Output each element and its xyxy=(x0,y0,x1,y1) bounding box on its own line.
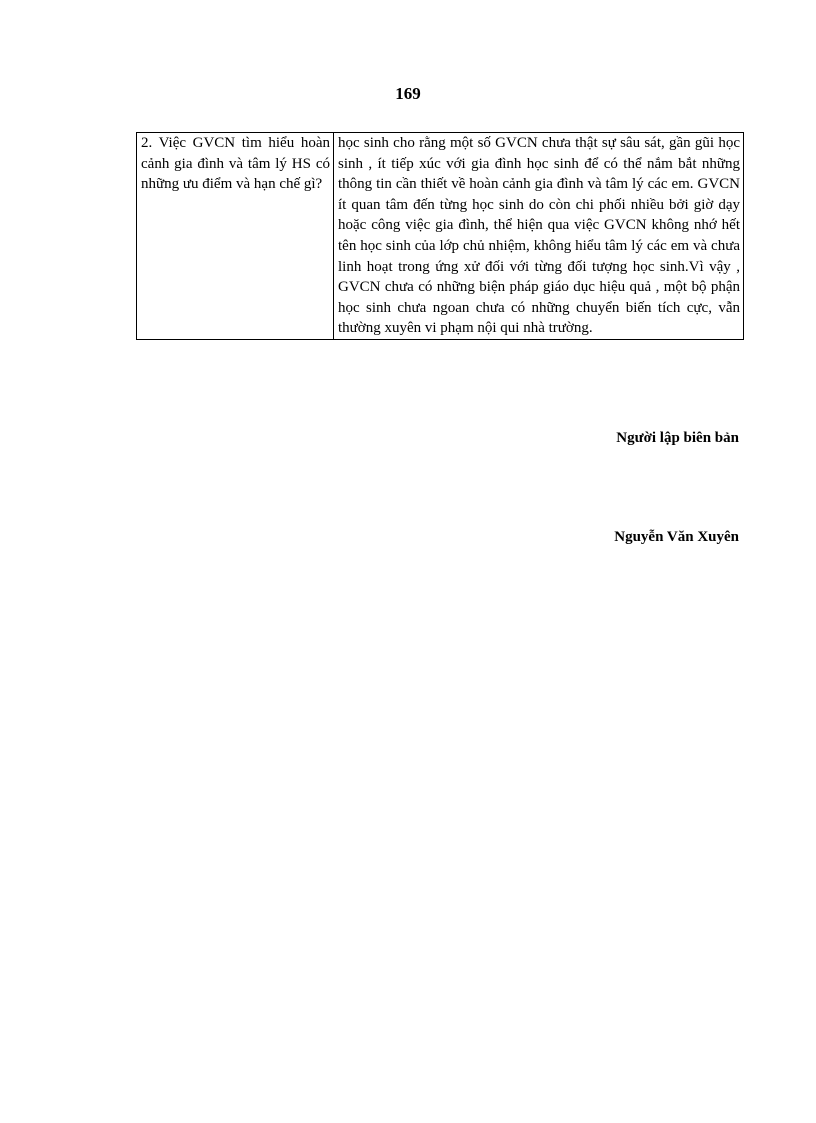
table-row xyxy=(137,133,744,340)
answer-cell: học sinh cho rằng một số GVCN chưa thật sự sâu sát, gần gũi học sinh , ít tiếp xúc với gia đình học sinh để có thể nắm bắt những thông tin cần thiết về hoàn cảnh gia đình và tâm lý các em. GVCN ít quan tâm đến từng học sinh do còn chi phối nhiều bởi giờ dạy hoặc công việc gia đình, thể hiện qua việc GVCN không nhớ hết tên học sinh của lớp chủ nhiệm, không hiểu tâm lý các em và chưa linh hoạt trong ứng xử đối với từng đối tượng học sinh.Vì vậy , GVCN chưa có những biện pháp giáo dục hiệu quả , một bộ phận học sinh chưa ngoan chưa có những chuyển biến tích cực, vẫn thường xuyên vi phạm nội qui nhà trường. xyxy=(334,133,744,340)
signer-name: Nguyễn Văn Xuyên xyxy=(614,529,739,545)
page-number: 169 xyxy=(395,84,421,103)
signer-role: Người lập biên bản xyxy=(616,430,739,446)
question-cell: 2. Việc GVCN tìm hiểu hoàn cảnh gia đình và tâm lý HS có những ưu điểm và hạn chế gì? xyxy=(137,133,334,340)
survey-table xyxy=(136,132,744,340)
